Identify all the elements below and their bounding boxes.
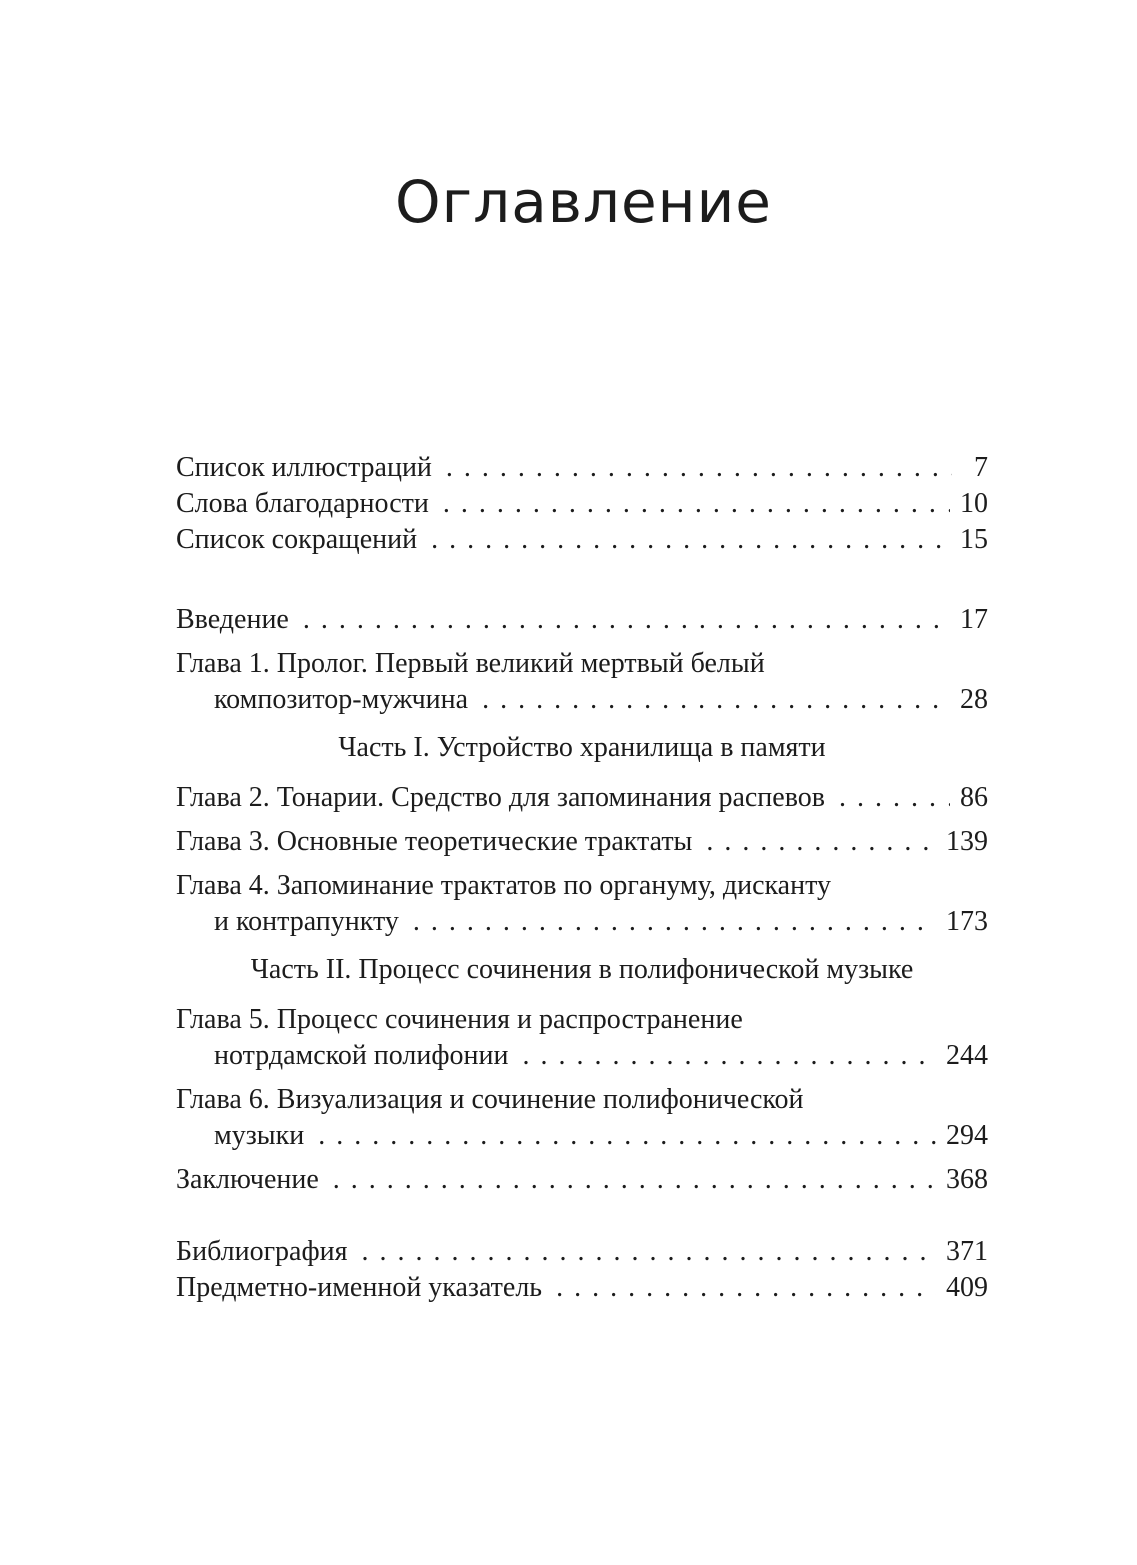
table-of-contents xyxy=(176,450,988,1306)
toc-entry-label-line2: нотрдамской полифонии xyxy=(214,1040,509,1071)
dot-leader xyxy=(446,450,952,486)
toc-page-number: 173 xyxy=(946,906,988,937)
toc-entry-bibliography[interactable] xyxy=(176,1234,988,1270)
toc-entry-conclusion[interactable] xyxy=(176,1162,988,1198)
toc-entry-label-line1: Глава 4. Запоминание трактатов по органуму, дисканту xyxy=(176,870,831,901)
toc-entry-label: Список сокращений xyxy=(176,524,418,555)
toc-entry-chapter-6[interactable] xyxy=(176,1082,988,1154)
toc-page-number: 139 xyxy=(946,826,988,857)
toc-entry-introduction[interactable] xyxy=(176,602,988,638)
toc-entry-chapter-3[interactable] xyxy=(176,824,988,860)
toc-page-number: 10 xyxy=(960,488,988,519)
dot-leader xyxy=(333,1162,936,1198)
toc-page-number: 28 xyxy=(960,684,988,715)
toc-page-number: 371 xyxy=(946,1236,988,1267)
dot-leader xyxy=(522,1038,936,1074)
toc-entry-illustrations[interactable] xyxy=(176,450,988,486)
toc-entry-label: Заключение xyxy=(176,1164,319,1195)
toc-page-number: 17 xyxy=(960,604,988,635)
dot-leader xyxy=(482,682,950,718)
toc-entry-acknowledgements[interactable] xyxy=(176,486,988,522)
toc-entry-chapter-1[interactable] xyxy=(176,646,988,718)
toc-entry-index[interactable] xyxy=(176,1270,988,1306)
toc-page-number: 244 xyxy=(946,1040,988,1071)
toc-entry-label: Библиография xyxy=(176,1236,348,1267)
dot-leader xyxy=(303,602,950,638)
part-heading-2: Часть II. Процесс сочинения в полифонической музыке xyxy=(250,954,914,985)
toc-page-number: 15 xyxy=(960,524,988,555)
dot-leader xyxy=(431,522,950,558)
part-heading-1: Часть I. Устройство хранилища в памяти xyxy=(338,732,826,763)
toc-entry-chapter-4[interactable] xyxy=(176,868,988,940)
toc-entry-label: Введение xyxy=(176,604,289,635)
dot-leader xyxy=(556,1270,936,1306)
dot-leader xyxy=(706,824,936,860)
toc-entry-label-line2: композитор-мужчина xyxy=(214,684,469,715)
toc-entry-label: Глава 3. Основные теоретические трактаты xyxy=(176,826,693,857)
dot-leader xyxy=(413,904,936,940)
toc-entry-label-line2: и контрапункту xyxy=(214,906,399,937)
toc-page-number: 409 xyxy=(946,1272,988,1303)
toc-page-number: 368 xyxy=(946,1164,988,1195)
toc-page-number: 86 xyxy=(960,782,988,813)
toc-entry-label-line2: музыки xyxy=(214,1120,305,1151)
toc-entry-label: Слова благодарности xyxy=(176,488,429,519)
page-title: Оглавление xyxy=(395,168,772,236)
toc-entry-label: Глава 2. Тонарии. Средство для запоминания распевов xyxy=(176,782,825,813)
toc-entry-chapter-2[interactable] xyxy=(176,780,988,816)
toc-entry-label-line1: Глава 6. Визуализация и сочинение полифонической xyxy=(176,1084,804,1115)
dot-leader xyxy=(318,1118,936,1154)
toc-entry-label-line1: Глава 1. Пролог. Первый великий мертвый белый xyxy=(176,648,765,679)
toc-entry-abbreviations[interactable] xyxy=(176,522,988,558)
dot-leader xyxy=(839,780,950,816)
dot-leader xyxy=(443,486,950,522)
toc-page-number: 294 xyxy=(946,1120,988,1151)
toc-entry-chapter-5[interactable] xyxy=(176,1002,988,1074)
dot-leader xyxy=(362,1234,937,1270)
toc-entry-label-line1: Глава 5. Процесс сочинения и распространение xyxy=(176,1004,743,1035)
toc-entry-label: Предметно-именной указатель xyxy=(176,1272,543,1303)
toc-page-number: 7 xyxy=(974,452,988,483)
toc-entry-label: Список иллюстраций xyxy=(176,452,432,483)
